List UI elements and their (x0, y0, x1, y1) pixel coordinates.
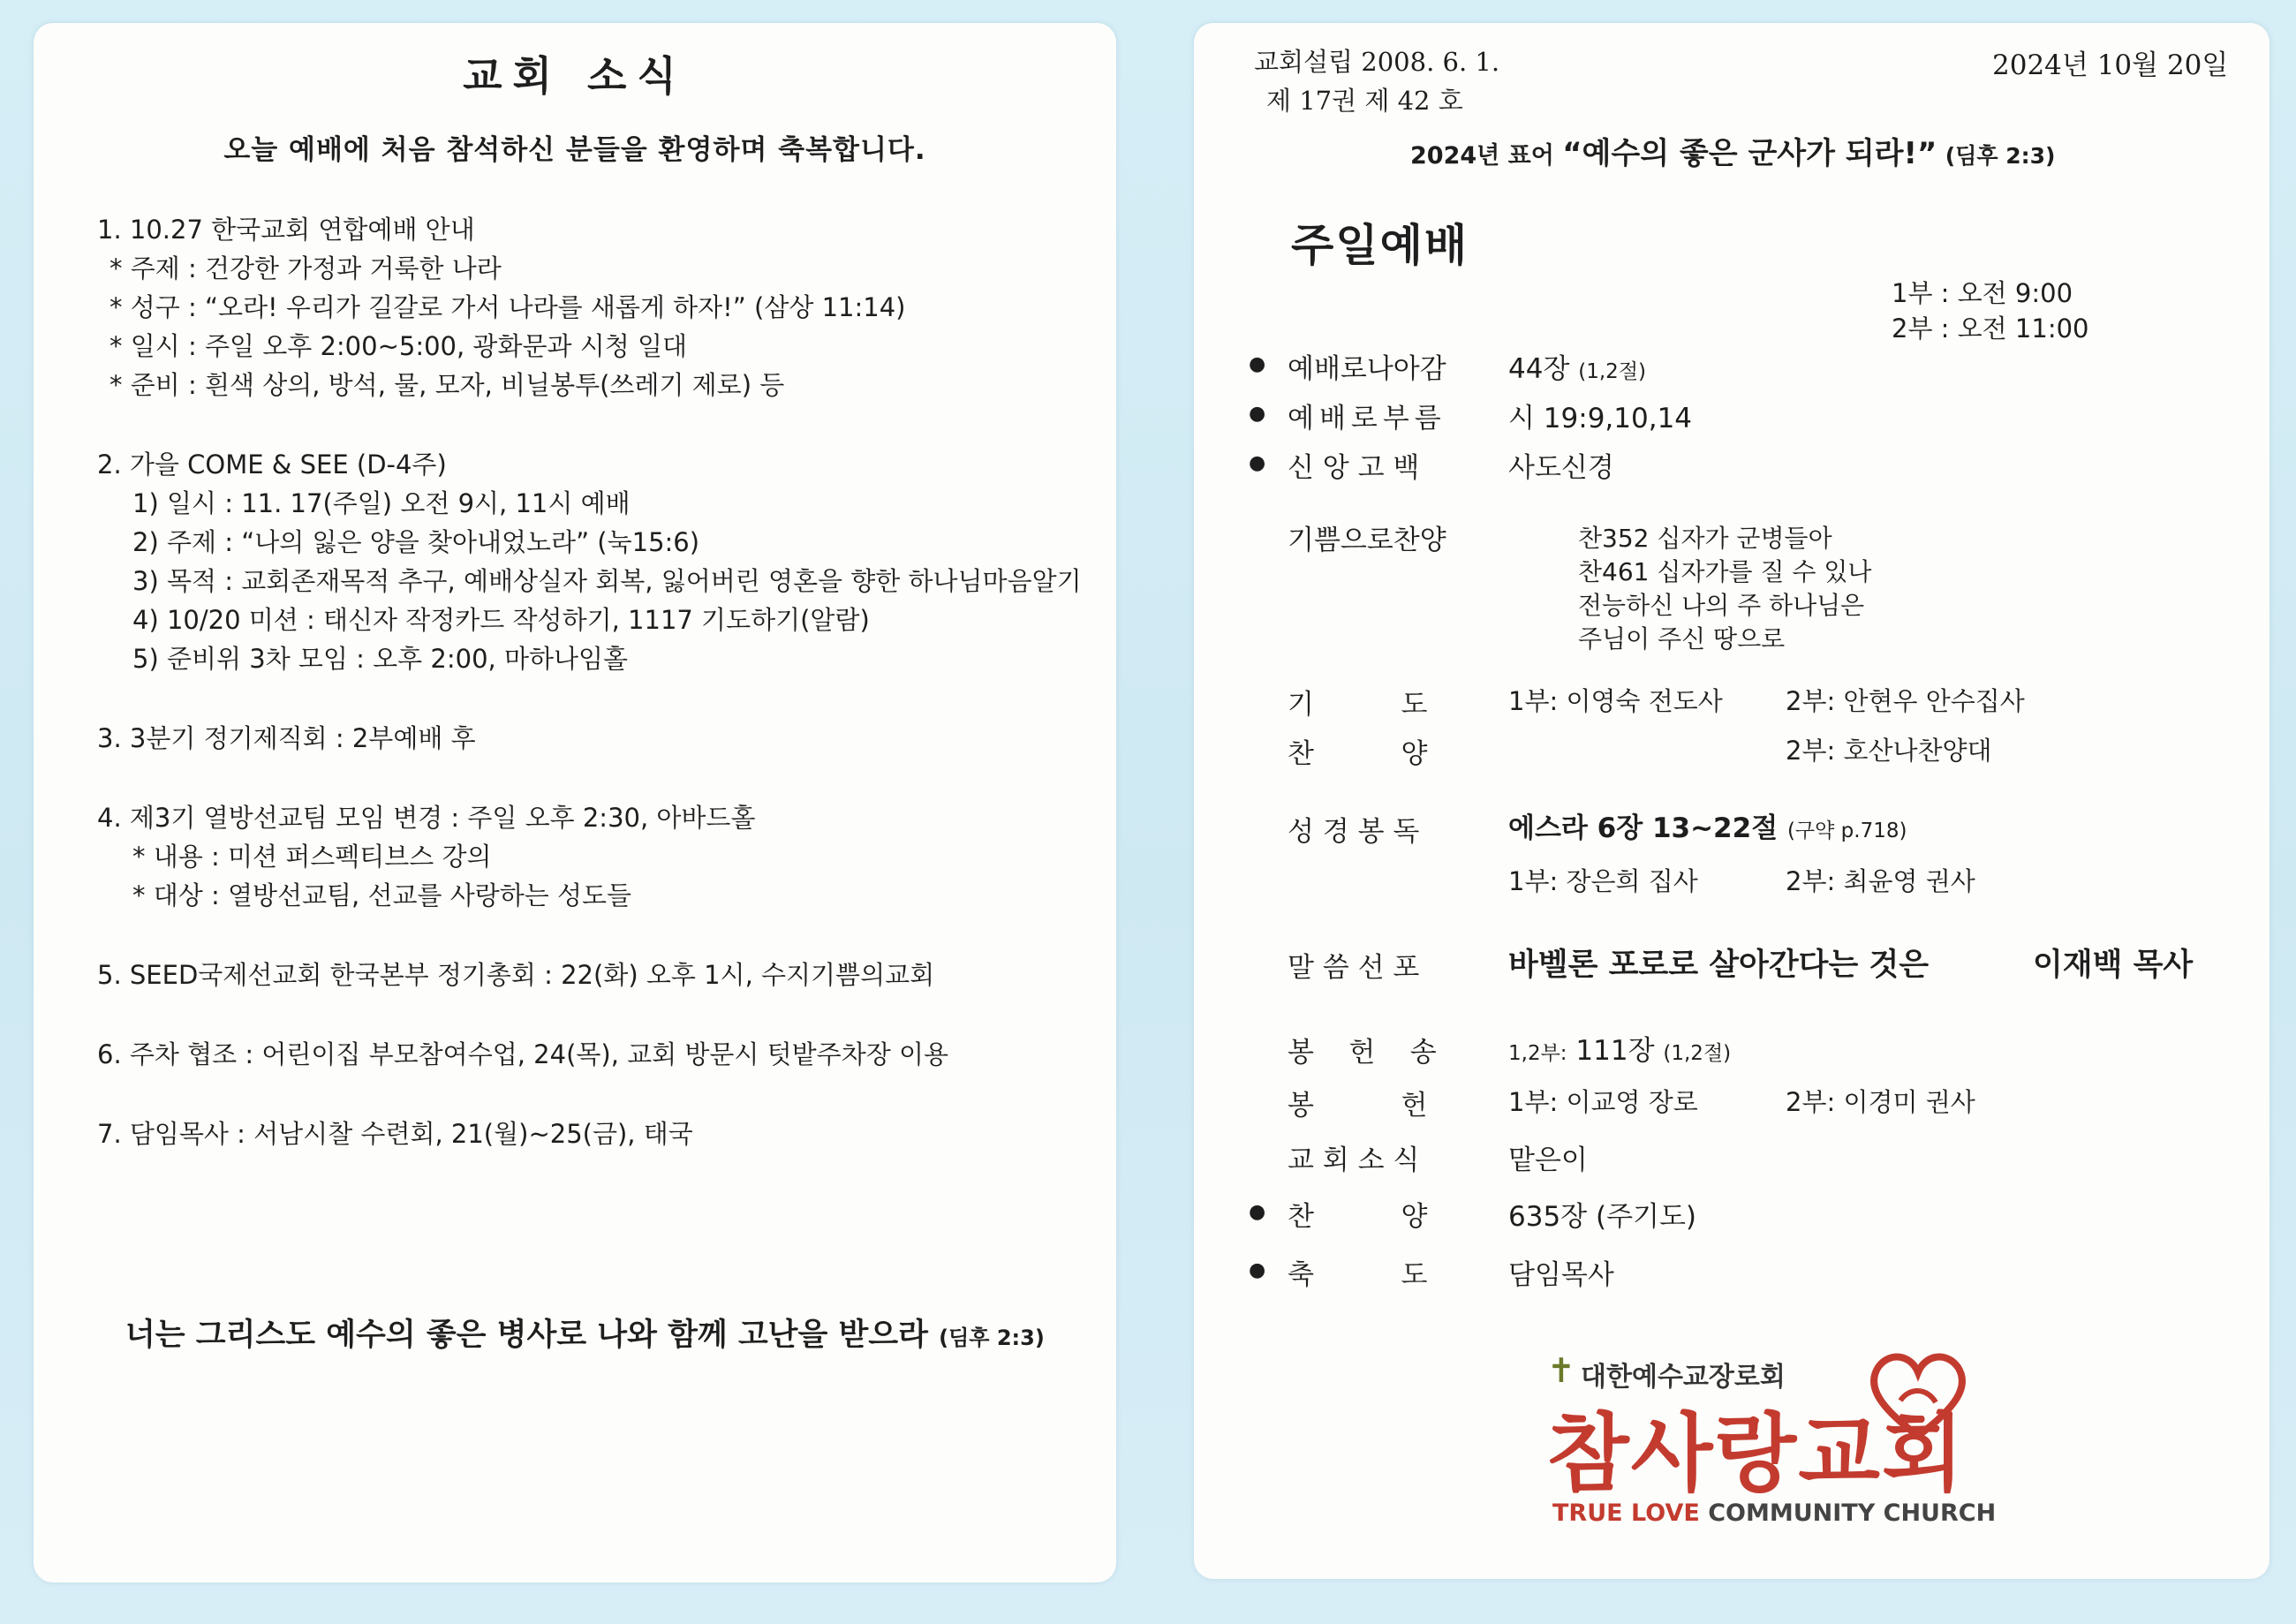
bottom-verse-ref: (딤후 2:3) (939, 1326, 1045, 1350)
bottom-verse-text: 너는 그리스도 예수의 좋은 병사로 나와 함께 고난을 받으라 (125, 1318, 928, 1353)
cross-icon: ✝ (1547, 1351, 1575, 1390)
news-item-3: 3. 3분기 정기제직회 : 2부예배 후 (97, 723, 476, 753)
news-item-2-2: 2) 주제 : “나의 잃은 양을 찾아내었노라” (눅15:6) (132, 527, 700, 557)
right-page (1194, 23, 2270, 1579)
label-choir: 찬 양 (1288, 738, 1428, 770)
reader-second: 2부: 최윤영 권사 (1786, 866, 1975, 896)
heart-icon (1865, 1348, 1971, 1445)
value-benediction: 담임목사 (1508, 1259, 1614, 1291)
bullet-icon: ● (1249, 452, 1266, 474)
label-benediction: 축 도 (1288, 1259, 1428, 1291)
news-item-2-4: 4) 10/20 미션 : 태신자 작정카드 작성하기, 1117 기도하기(알람) (132, 605, 870, 635)
label-scripture: 성 경 봉 독 (1288, 816, 1420, 848)
bottom-verse (125, 1311, 1045, 1355)
news-item-1-time: * 일시 : 주일 오후 2:00~5:00, 광화문과 시청 일대 (110, 331, 687, 361)
offering-first: 1부: 이교영 장로 (1508, 1087, 1698, 1117)
news-item-1-topic: * 주제 : 건강한 가정과 거룩한 나라 (110, 253, 502, 283)
news-item-1-verse: * 성구 : “오라! 우리가 길갈로 가서 나라를 새롭게 하자!” (삼상 11:14) (110, 292, 906, 322)
label-church-news: 교 회 소 식 (1288, 1144, 1420, 1176)
prayer-second: 2부: 안현우 안수집사 (1786, 686, 2025, 716)
service-times (1892, 276, 2089, 346)
bullet-icon: ● (1249, 1259, 1266, 1281)
scripture-note: (구약 p.718) (1786, 820, 1907, 842)
prayer-first: 1부: 이영숙 전도사 (1508, 686, 1723, 716)
news-item-2-5: 5) 준비위 3차 모임 : 오후 2:00, 마하나임홀 (132, 644, 629, 674)
english-name-part-b: COMMUNITY CHURCH (1708, 1499, 1997, 1527)
praise-songs (1578, 522, 1871, 656)
value-creed: 사도신경 (1508, 452, 1614, 484)
church-logo (1547, 1348, 2006, 1560)
praise-song: 찬352 십자가 군병들아 (1578, 524, 1832, 553)
offering-song-hymn: 111장 (1575, 1035, 1655, 1067)
label-creed: 신 앙 고 백 (1288, 452, 1420, 484)
label-praise: 기쁨으로찬양 (1288, 525, 1446, 556)
value-church-news: 맡은이 (1508, 1144, 1588, 1176)
motto-ref: (딤후 2:3) (1945, 143, 2056, 169)
scripture-passage: 에스라 6장 13~22절 (1508, 812, 1779, 844)
church-name: 참사랑교회 (1547, 1404, 1966, 1503)
label-prayer: 기 도 (1288, 689, 1428, 721)
news-item-1: 1. 10.27 한국교회 연합예배 안내 (97, 215, 475, 245)
news-item-1-prep: * 준비 : 흰색 상의, 방석, 물, 모자, 비닐봉투(쓰레기 제로) 등 (110, 370, 785, 400)
motto-prefix: 2024년 표어 (1410, 142, 1554, 170)
annual-motto (1410, 129, 2055, 172)
value-hymn: 635장 (주기도) (1508, 1201, 1696, 1233)
time-second-service: 2부 : 오전 11:00 (1892, 313, 2089, 344)
welcome-message: 오늘 예배에 처음 참석하신 분들을 환영하며 축복합니다. (223, 134, 926, 166)
approach-hymn: 44장 (1508, 353, 1570, 385)
news-item-2-3: 3) 목적 : 교회존재목적 추구, 예배상실자 회복, 잃어버린 영혼을 향한 하나님마음알기 (132, 566, 1082, 596)
service-title: 주일예배 (1291, 220, 1469, 271)
news-item-6: 6. 주차 협조 : 어린이집 부모참여수업, 24(목), 교회 방문시 텃밭주차장 이용 (97, 1039, 948, 1069)
value-call: 시 19:9,10,14 (1508, 403, 1693, 434)
church-english-name (1552, 1499, 1996, 1527)
news-item-4-target: * 대상 : 열방선교팀, 선교를 사랑하는 성도들 (132, 880, 632, 910)
label-offering-song: 봉 헌 송 (1288, 1037, 1437, 1069)
praise-song: 찬461 십자가를 질 수 있나 (1578, 557, 1872, 586)
reader-first: 1부: 장은희 집사 (1508, 866, 1698, 896)
value-offering-song (1508, 1028, 1731, 1068)
motto-text: “예수의 좋은 군사가 되라!” (1562, 136, 1937, 171)
volume-number: 제 17권 제 42 호 (1266, 86, 1463, 116)
value-approach (1508, 346, 1646, 386)
preacher-name: 이재백 목사 (2033, 948, 2194, 983)
label-sermon: 말 씀 선 포 (1288, 952, 1420, 984)
founded-date: 교회설립 2008. 6. 1. (1254, 47, 1500, 77)
news-item-2: 2. 가을 COME & SEE (D-4주) (97, 449, 447, 480)
label-approach: 예배로나아감 (1288, 353, 1446, 385)
left-page (34, 23, 1116, 1582)
news-item-7: 7. 담임목사 : 서남시찰 수련회, 21(월)~25(금), 태국 (97, 1119, 693, 1149)
sermon-title: 바벨론 포로로 살아간다는 것은 (1508, 948, 1930, 983)
news-item-4-content: * 내용 : 미션 퍼스펙티브스 강의 (132, 842, 492, 872)
bullet-icon: ● (1249, 403, 1266, 425)
label-offering: 봉 헌 (1288, 1090, 1428, 1122)
offering-song-note: (1,2절) (1663, 1042, 1732, 1065)
offering-song-prefix: 1,2부: (1508, 1042, 1567, 1065)
church-news-title: 교회 소식 (463, 52, 687, 100)
time-first-service: 1부 : 오전 9:00 (1892, 278, 2073, 308)
bullet-icon: ● (1249, 1201, 1266, 1223)
news-item-2-1: 1) 일시 : 11. 17(주일) 오전 9시, 11시 예배 (132, 488, 631, 518)
bullet-icon: ● (1249, 353, 1266, 375)
praise-song: 주님이 주신 땅으로 (1578, 624, 1786, 653)
value-scripture (1508, 805, 1907, 845)
praise-song: 전능하신 나의 주 하나님은 (1578, 591, 1865, 620)
news-item-4: 4. 제3기 열방선교팀 모임 변경 : 주일 오후 2:30, 아바드홀 (97, 803, 756, 833)
label-hymn: 찬 양 (1288, 1201, 1428, 1233)
offering-second: 2부: 이경미 권사 (1786, 1087, 1975, 1117)
approach-note: (1,2절) (1578, 360, 1647, 383)
bulletin-date: 2024년 10월 20일 (1992, 49, 2229, 81)
denomination-name: 대한예수교장로회 (1581, 1362, 1786, 1393)
choir-second: 2부: 호산나찬양대 (1786, 736, 1992, 766)
label-call: 예배로부름 (1288, 403, 1446, 434)
news-item-5: 5. SEED국제선교회 한국본부 정기총회 : 22(화) 오후 1시, 수지기쁨의교회 (97, 960, 935, 990)
english-name-part-a: TRUE LOVE (1552, 1499, 1700, 1527)
